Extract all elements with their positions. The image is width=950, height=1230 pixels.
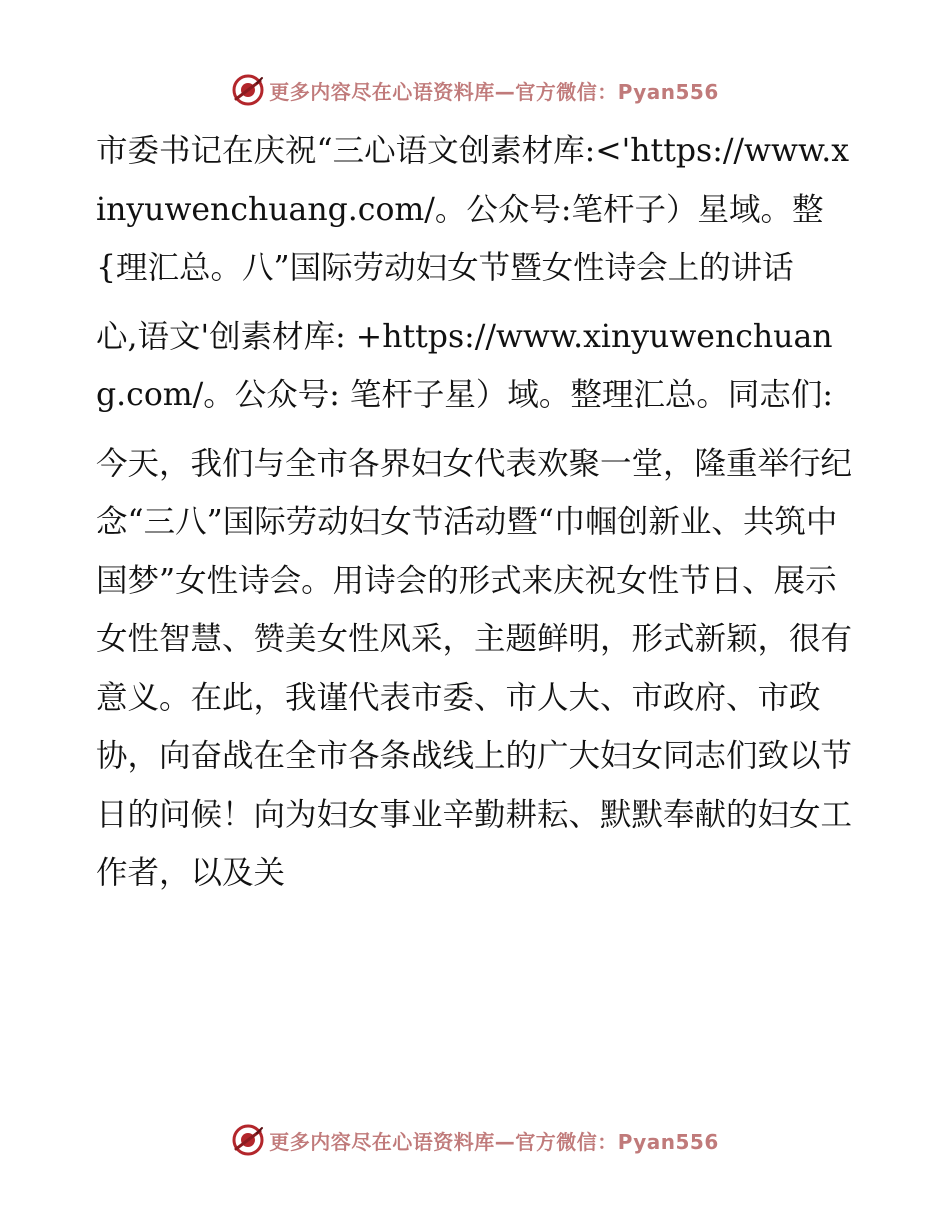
seal-logo-icon bbox=[231, 1123, 265, 1157]
seal-logo-icon bbox=[231, 73, 265, 107]
document-body bbox=[96, 122, 856, 913]
paragraph-salutation: 心,语文'创素材库: +https://www.xinyuwenchuang.com/。公众号: 笔杆子星）域。整理汇总。同志们: bbox=[96, 318, 834, 413]
paragraph-title: 市委书记在庆祝“三心语文创素材库:<'https://www.xinyuwenchuang.com/。公众号:笔杆子）星域。整{理汇总。八”国际劳动妇女节暨女性诗会上的讲话 bbox=[96, 133, 849, 286]
header-banner-text: 更多内容尽在心语资料库—官方微信：Pyan556 bbox=[269, 79, 719, 104]
paragraph-body: 今天，我们与全市各界妇女代表欢聚一堂，隆重举行纪念“三八”国际劳动妇女节活动暨“巾帼创新业、共筑中国梦”女性诗会。用诗会的形式来庆祝女性节日、展示女性智慧、赞美女性风采，主题鲜明，形式新颖，很有意义。在此，我谨代表市委、市人大、市政府、市政协，向奋战在全市各条战线上的广大妇女同志们致以节日的问候！向为妇女事业辛勤耕耘、默默奉献的妇女工作者，以及关 bbox=[96, 445, 853, 891]
footer-banner bbox=[0, 1120, 950, 1160]
footer-banner-text: 更多内容尽在心语资料库—官方微信：Pyan556 bbox=[269, 1129, 719, 1154]
header-banner bbox=[0, 70, 950, 110]
